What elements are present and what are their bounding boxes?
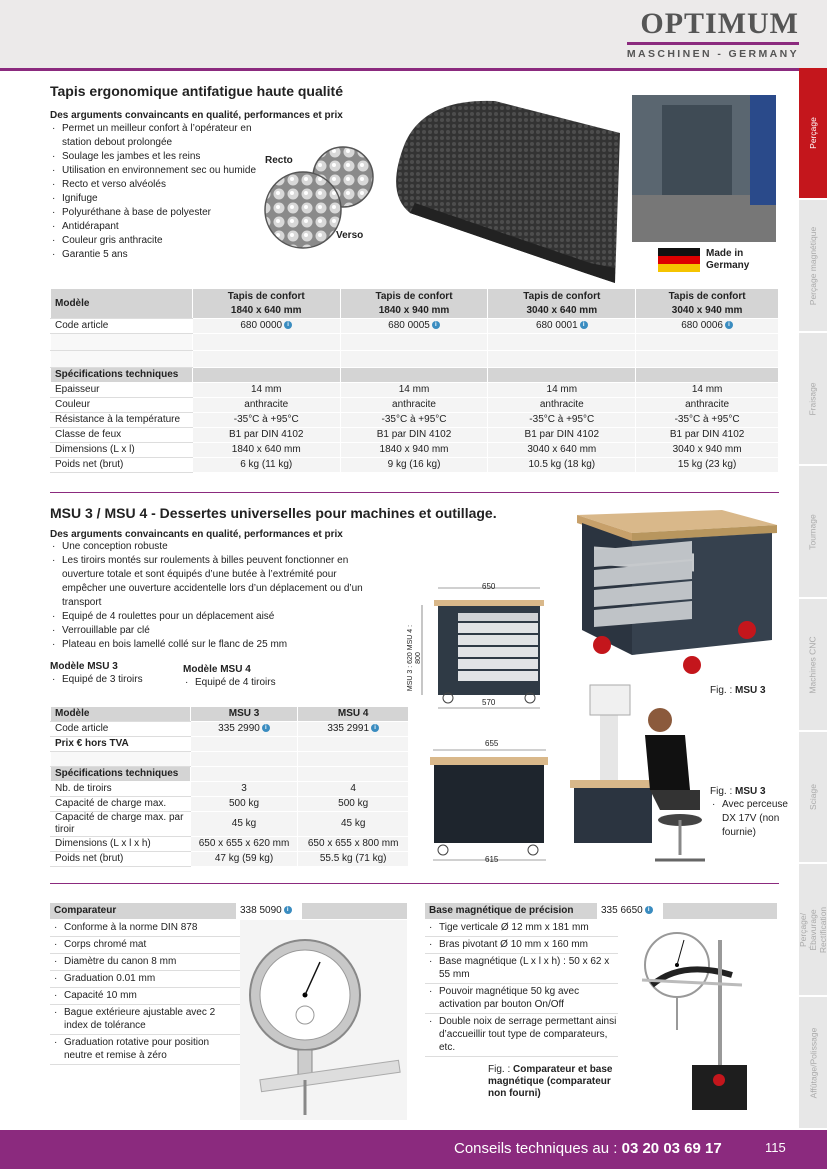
table-row: Couleur anthracite anthracite anthracite anthracite bbox=[51, 398, 779, 413]
table-section-header: Spécifications techniques bbox=[51, 368, 779, 383]
magnetic-base-image bbox=[622, 920, 772, 1120]
mat-spec-table bbox=[50, 288, 779, 473]
table-row: Capacité de charge max. par tiroir 45 kg 45 kg bbox=[51, 812, 409, 837]
list-item: · Soulage les jambes et les reins bbox=[50, 150, 265, 164]
info-icon[interactable]: i bbox=[580, 321, 588, 329]
tab-machines-cnc[interactable]: Machines CNC bbox=[799, 599, 827, 732]
list-item: · Corps chromé mat bbox=[50, 937, 240, 954]
mat-bullets bbox=[50, 122, 265, 262]
table-row: Epaisseur 14 mm 14 mm 14 mm 14 mm bbox=[51, 383, 779, 398]
base-code: 335 6650 i bbox=[597, 903, 663, 919]
msu-trolley-photo bbox=[572, 505, 782, 675]
footer-contact: Conseils techniques au : 03 20 03 69 17 bbox=[454, 1140, 722, 1157]
fig-msu3-drill-caption: Fig. : MSU 3 bbox=[710, 786, 766, 797]
tab-affutage-polissage[interactable]: Affûtage/Polissage bbox=[799, 997, 827, 1130]
mat-sample-circles-image bbox=[258, 145, 378, 255]
table-row: Capacité de charge max. 500 kg 500 kg bbox=[51, 797, 409, 812]
comparateur-code: 338 5090 i bbox=[236, 903, 302, 919]
list-item: · Double noix de serrage permettant ainsi d’accueillir tout type de comparateurs, etc. bbox=[425, 1014, 618, 1057]
tab-tournage[interactable]: Tournage bbox=[799, 466, 827, 599]
comparateur-bullets bbox=[50, 920, 240, 1065]
list-item: · Equipé de 4 roulettes pour un déplacement aisé bbox=[50, 610, 380, 624]
section-divider bbox=[50, 492, 779, 493]
mat-workshop-photo bbox=[632, 95, 776, 242]
table-header-cell: Tapis de confort 3040 x 940 mm bbox=[636, 289, 779, 319]
table-row: Code article 680 0000 i 680 0005 i 680 0001 i 680 0006 i bbox=[51, 319, 779, 334]
table-section-header: Spécifications techniques bbox=[51, 767, 409, 782]
list-item: · Graduation 0.01 mm bbox=[50, 971, 240, 988]
tab-percage[interactable]: Perçage bbox=[799, 68, 827, 200]
label-recto: Recto bbox=[265, 155, 293, 166]
table-spacer-row bbox=[51, 351, 779, 368]
list-item: · Permet un meilleur confort à l’opérateur en station debout prolongée bbox=[50, 122, 265, 150]
list-item: · Utilisation en environnement sec ou humide bbox=[50, 164, 265, 178]
table-header-cell: Tapis de confort 1840 x 640 mm bbox=[192, 289, 340, 319]
table-header-cell: Modèle bbox=[51, 289, 193, 319]
tab-percage-magnetique[interactable]: Perçage magnétique bbox=[799, 200, 827, 333]
info-icon[interactable]: i bbox=[645, 906, 653, 914]
table-row: Code article 335 2990 i 335 2991 i bbox=[51, 722, 409, 737]
info-icon[interactable]: i bbox=[262, 724, 270, 732]
table-row: Nb. de tiroirs 3 4 bbox=[51, 782, 409, 797]
info-icon[interactable]: i bbox=[371, 724, 379, 732]
dim-depth-570: 570 bbox=[482, 698, 496, 707]
table-row: Poids net (brut) 6 kg (11 kg) 9 kg (16 kg) 10.5 kg (18 kg) 15 kg (23 kg) bbox=[51, 458, 779, 473]
header-divider bbox=[0, 68, 800, 71]
table-spacer-row bbox=[51, 334, 779, 351]
comparateur-header: Comparateur 338 5090 i bbox=[50, 903, 407, 919]
info-icon[interactable]: i bbox=[284, 906, 292, 914]
msu-bullets bbox=[50, 540, 380, 652]
msu-side-drawing bbox=[428, 745, 553, 865]
msu-spec-table bbox=[50, 706, 409, 867]
brand-name: OPTIMUM bbox=[640, 7, 799, 40]
table-row: Classe de feux B1 par DIN 4102 B1 par DIN 4102 B1 par DIN 4102 B1 par DIN 4102 bbox=[51, 428, 779, 443]
msu-title: MSU 3 / MSU 4 - Dessertes universelles pour machines et outillage. bbox=[50, 505, 497, 521]
mat-title: Tapis ergonomique antifatigue haute qualité bbox=[50, 83, 343, 99]
list-item: · Une conception robuste bbox=[50, 540, 380, 554]
list-item: · Equipé de 3 tiroirs bbox=[50, 673, 180, 687]
mat-product-image bbox=[385, 93, 625, 283]
list-item: · Antidérapant bbox=[50, 220, 265, 234]
tab-ebavurage-rectification[interactable]: Perçage/Ébavurage Rectification bbox=[799, 864, 827, 997]
dim-depth-615: 615 bbox=[485, 855, 499, 864]
page-number: 115 bbox=[765, 1140, 786, 1155]
list-item: · Ignifuge bbox=[50, 192, 265, 206]
list-item: · Avec perceuse DX 17V (non fournie) bbox=[710, 798, 795, 840]
info-icon[interactable]: i bbox=[432, 321, 440, 329]
list-item: · Recto et verso alvéolés bbox=[50, 178, 265, 192]
table-header-cell: Tapis de confort 1840 x 940 mm bbox=[340, 289, 488, 319]
list-item: · Bras pivotant Ø 10 mm x 160 mm bbox=[425, 937, 618, 954]
list-item: · Capacité 10 mm bbox=[50, 988, 240, 1005]
list-item: · Tige verticale Ø 12 mm x 181 mm bbox=[425, 920, 618, 937]
list-item: · Les tiroirs montés sur roulements à billes peuvent fonctionner en ouverture totale et sont équipés d’une butée à l’extrémité pour empêcher une ouverture accidentelle lors d’un déplacement ou d’un transport bbox=[50, 554, 380, 610]
msu-intro: Des arguments convaincants en qualité, performances et prix bbox=[50, 529, 343, 540]
msu3-model-title: Modèle MSU 3 bbox=[50, 661, 118, 672]
page-footer bbox=[0, 1130, 827, 1169]
german-flag-icon bbox=[658, 248, 700, 272]
section-divider bbox=[50, 883, 779, 884]
list-item: · Couleur gris anthracite bbox=[50, 234, 265, 248]
list-item: · Graduation rotative pour position neutre et remise à zéro bbox=[50, 1035, 240, 1065]
table-row: Dimensions (L x l) 1840 x 640 mm 1840 x 940 mm 3040 x 640 mm 3040 x 940 mm bbox=[51, 443, 779, 458]
table-header-cell: Tapis de confort 3040 x 640 mm bbox=[488, 289, 636, 319]
base-magnetique-header: Base magnétique de précision 335 6650 i bbox=[425, 903, 777, 919]
list-item: · Verrouillable par clé bbox=[50, 624, 380, 638]
list-item: · Bague extérieure ajustable avec 2 index de tolérance bbox=[50, 1005, 240, 1035]
list-item: · Diamètre du canon 8 mm bbox=[50, 954, 240, 971]
table-spacer-row bbox=[51, 752, 409, 767]
brand-tagline: MASCHINEN - GERMANY bbox=[626, 48, 799, 60]
label-verso: Verso bbox=[336, 230, 364, 241]
table-header-row: Modèle MSU 3 MSU 4 bbox=[51, 707, 409, 722]
list-item: · Polyuréthane à base de polyester bbox=[50, 206, 265, 220]
brand-logo bbox=[627, 8, 799, 60]
section-sidebar bbox=[799, 68, 827, 1130]
msu4-model-title: Modèle MSU 4 bbox=[183, 664, 251, 675]
info-icon[interactable]: i bbox=[725, 321, 733, 329]
dial-indicator-image bbox=[240, 920, 407, 1120]
tab-fraisage[interactable]: Fraisage bbox=[799, 333, 827, 466]
list-item: · Base magnétique (L x l x h) : 50 x 62 x 55 mm bbox=[425, 954, 618, 984]
tab-sciage[interactable]: Sciage bbox=[799, 732, 827, 864]
dim-width-655: 655 bbox=[485, 739, 499, 748]
list-item: · Garantie 5 ans bbox=[50, 248, 265, 262]
msu-drill-operator-photo bbox=[560, 680, 710, 870]
table-row: Dimensions (L x l x h) 650 x 655 x 620 mm 650 x 655 x 800 mm bbox=[51, 837, 409, 852]
msu-front-drawing bbox=[410, 580, 555, 715]
dim-width-650: 650 bbox=[482, 582, 496, 591]
table-row: Résistance à la température -35°C à +95°C -35°C à +95°C -35°C à +95°C -35°C à +95°C bbox=[51, 413, 779, 428]
list-item: · Plateau en bois lamellé collé sur le flanc de 25 mm bbox=[50, 638, 380, 652]
table-header-row bbox=[51, 289, 779, 319]
fig-msu3-caption: Fig. : MSU 3 bbox=[710, 685, 766, 696]
table-row: Poids net (brut) 47 kg (59 kg) 55.5 kg (71 kg) bbox=[51, 852, 409, 867]
list-item: · Equipé de 4 tiroirs bbox=[183, 676, 313, 690]
info-icon[interactable]: i bbox=[284, 321, 292, 329]
made-in-germany-label: Made in Germany bbox=[706, 248, 750, 271]
logo-bar bbox=[627, 42, 799, 45]
table-row: Prix € hors TVA bbox=[51, 737, 409, 752]
list-item: · Conforme à la norme DIN 878 bbox=[50, 920, 240, 937]
mat-intro: Des arguments convaincants en qualité, performances et prix bbox=[50, 110, 343, 121]
base-fig-caption: Fig. : Comparateur et base magnétique (comparateur non fourni) bbox=[488, 1064, 613, 1099]
dim-height-label: MSU 3 : 620 MSU 4 : 800 bbox=[407, 624, 422, 692]
list-item: · Pouvoir magnétique 50 kg avec activation par bouton On/Off bbox=[425, 984, 618, 1014]
base-bullets bbox=[425, 920, 618, 1057]
